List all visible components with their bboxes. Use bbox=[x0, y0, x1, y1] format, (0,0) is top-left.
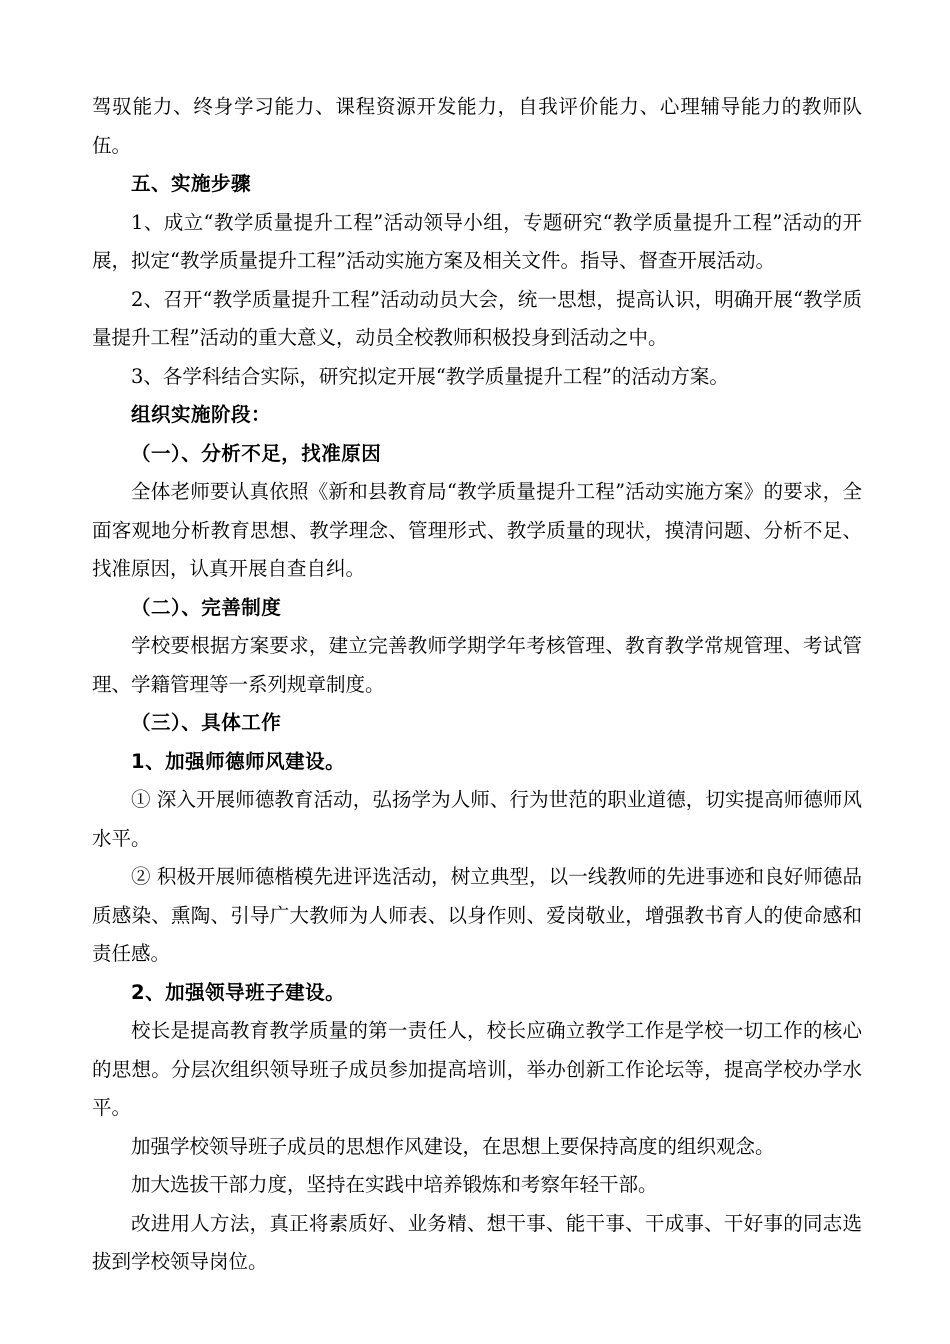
paragraph-cadre-selection: 加大选拔干部力度，坚持在实践中培养锻炼和考察年轻干部。 bbox=[131, 1173, 658, 1196]
paragraph-analysis: 全体老师要认真依照《新和县教育局“教学质量提升工程”活动实施方案》的要求，全面客观地分析教育思想、教学理念、管理形式、教学质量的现状，摸清问题、分析不足、找准原因，认真开展自查自纠。 bbox=[92, 480, 862, 580]
paragraph-system: 学校要根据方案要求，建立完善教师学期学年考核管理、教育教学常规管理、考试管理、学籍管理等一系列规章制度。 bbox=[92, 634, 862, 696]
heading-implementation-steps: 五、实施步骤 bbox=[131, 172, 252, 195]
heading-teacher-ethics: 1、加强师德师风建设。 bbox=[131, 749, 346, 773]
paragraph-step-1: 1、成立“教学质量提升工程”活动领导小组，专题研究“教学质量提升工程”活动的开展，拟定“教学质量提升工程”活动实施方案及相关文件。指导、督查开展活动。 bbox=[92, 210, 862, 272]
paragraph-step-3: 3、各学科结合实际，研究拟定开展“教学质量提升工程”的活动方案。 bbox=[131, 364, 729, 388]
paragraph-ethics-education: ① 深入开展师德教育活动，弘扬学为人师、行为世范的职业道德，切实提高师德师风水平。 bbox=[92, 788, 862, 850]
paragraph-leadership-style: 加强学校领导班子成员的思想作风建设，在思想上要保持高度的组织观念。 bbox=[131, 1134, 775, 1158]
heading-leadership: 2、加强领导班子建设。 bbox=[131, 980, 346, 1004]
document-page bbox=[92, 88, 862, 1282]
paragraph-teacher-team: 驾驭能力、终身学习能力、课程资源开发能力，自我评价能力、心理辅导能力的教师队伍。 bbox=[92, 95, 862, 157]
paragraph-principal: 校长是提高教育教学质量的第一责任人，校长应确立教学工作是学校一切工作的核心的思想。分层次组织领导班子成员参加提高培训，举办创新工作论坛等，提高学校办学水平。 bbox=[92, 1019, 862, 1119]
heading-section-specific-work: （三）、具体工作 bbox=[131, 711, 282, 734]
paragraph-personnel-method: 改进用人方法，真正将素质好、业务精、想干事、能干事、干成事、干好事的同志选拔到学校领导岗位。 bbox=[92, 1211, 862, 1273]
heading-section-analysis: （一）、分析不足，找准原因 bbox=[131, 441, 382, 465]
paragraph-ethics-model: ② 积极开展师德楷模先进评选活动，树立典型，以一线教师的先进事迹和良好师德品质感染、熏陶、引导广大教师为人师表、以身作则、爱岗敬业，增强教书育人的使命感和责任感。 bbox=[92, 865, 862, 965]
heading-section-system: （二）、完善制度 bbox=[131, 595, 282, 619]
paragraph-step-2: 2、召开“教学质量提升工程”活动动员大会，统一思想，提高认识，明确开展“教学质量提升工程”活动的重大意义，动员全校教师积极投身到活动之中。 bbox=[92, 287, 862, 349]
heading-organization-stage: 组织实施阶段： bbox=[131, 403, 272, 426]
